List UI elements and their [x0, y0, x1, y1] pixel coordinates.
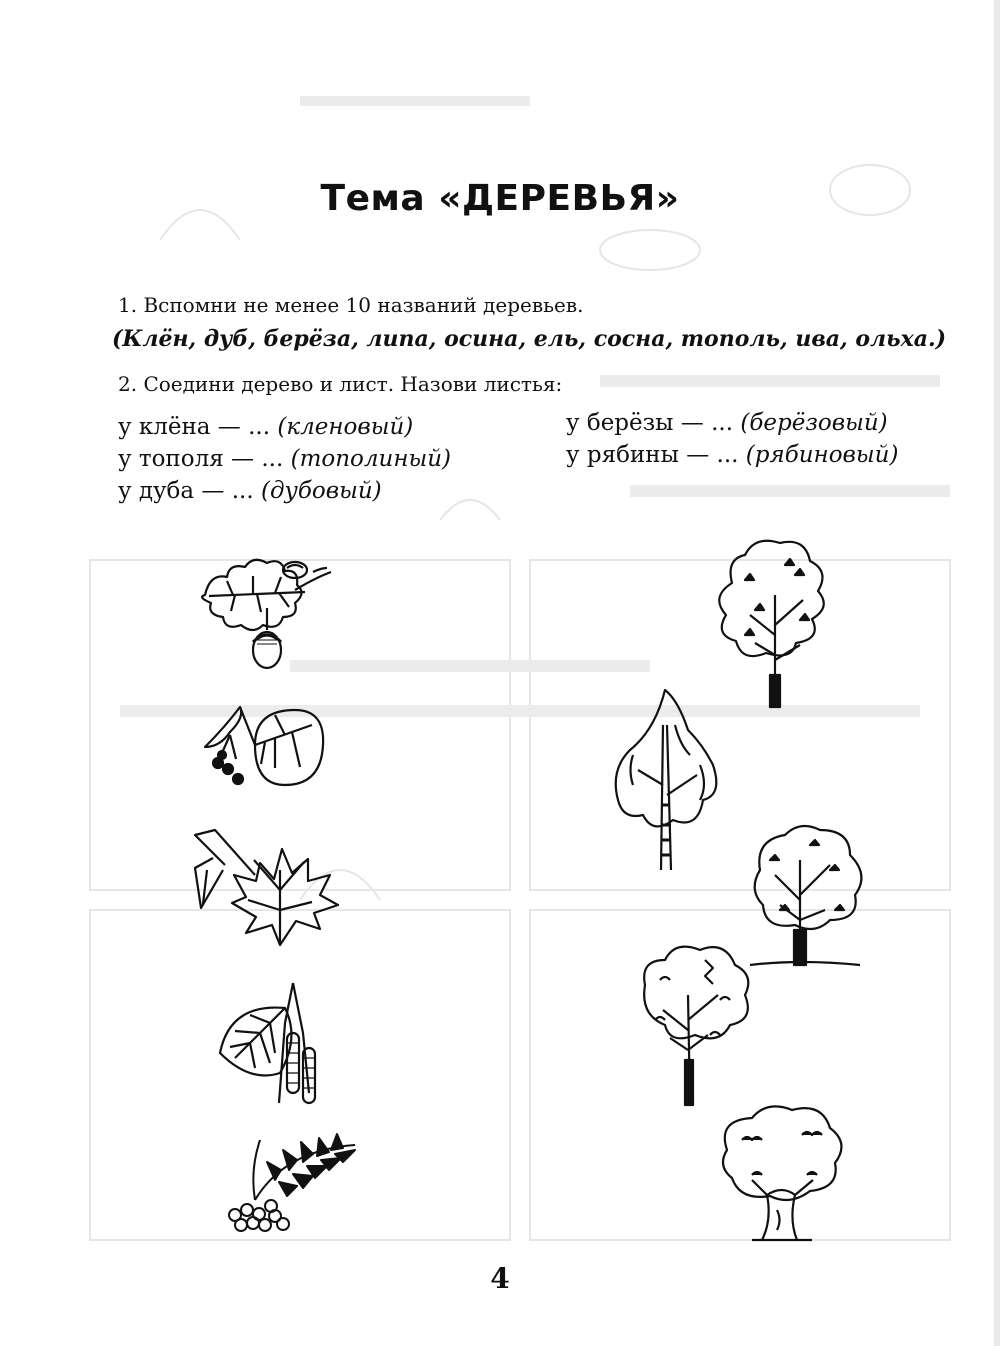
birch-leaf-with-catkins-icon[interactable]: [215, 978, 345, 1113]
pair-tree-text: у рябины — ...: [566, 442, 739, 468]
pair-rowan: [566, 442, 898, 468]
pair-leaf-text: (кленовый): [277, 414, 414, 440]
pair-maple: [118, 414, 413, 440]
oak-leaf-with-acorn-icon[interactable]: [195, 550, 345, 680]
pair-poplar: [118, 446, 451, 472]
oak-tree-icon[interactable]: [712, 1100, 852, 1245]
task2-question: 2. Соедини дерево и лист. Назови листья:: [118, 372, 563, 396]
birch-tree-icon[interactable]: [605, 685, 735, 875]
pair-oak: [118, 478, 382, 504]
page-title: Тема «ДЕРЕВЬЯ»: [320, 178, 680, 219]
pair-leaf-text: (берёзовый): [740, 410, 888, 436]
task1-answer: (Клён, дуб, берёза, липа, осина, ель, сосна, тополь, ива, ольха.): [112, 326, 947, 352]
rowan-leaf-with-berries-icon[interactable]: [215, 1130, 365, 1240]
pair-leaf-text: (тополиный): [290, 446, 452, 472]
pair-leaf-text: (рябиновый): [745, 442, 899, 468]
pair-leaf-text: (дубовый): [260, 478, 382, 504]
pair-tree-text: у дуба — ...: [118, 478, 254, 504]
maple-leaf-icon[interactable]: [185, 820, 340, 955]
pair-birch: [566, 410, 888, 436]
page-number: 4: [490, 1262, 510, 1295]
pair-tree-text: у берёзы — ...: [566, 410, 734, 436]
rowan-tree-icon[interactable]: [630, 940, 760, 1110]
linden-leaf-icon[interactable]: [200, 695, 335, 795]
maple-tree-icon[interactable]: [715, 535, 835, 710]
pair-tree-text: у клёна — ...: [118, 414, 271, 440]
task1-question: 1. Вспомни не менее 10 названий деревьев.: [118, 293, 584, 317]
pair-tree-text: у тополя — ...: [118, 446, 284, 472]
